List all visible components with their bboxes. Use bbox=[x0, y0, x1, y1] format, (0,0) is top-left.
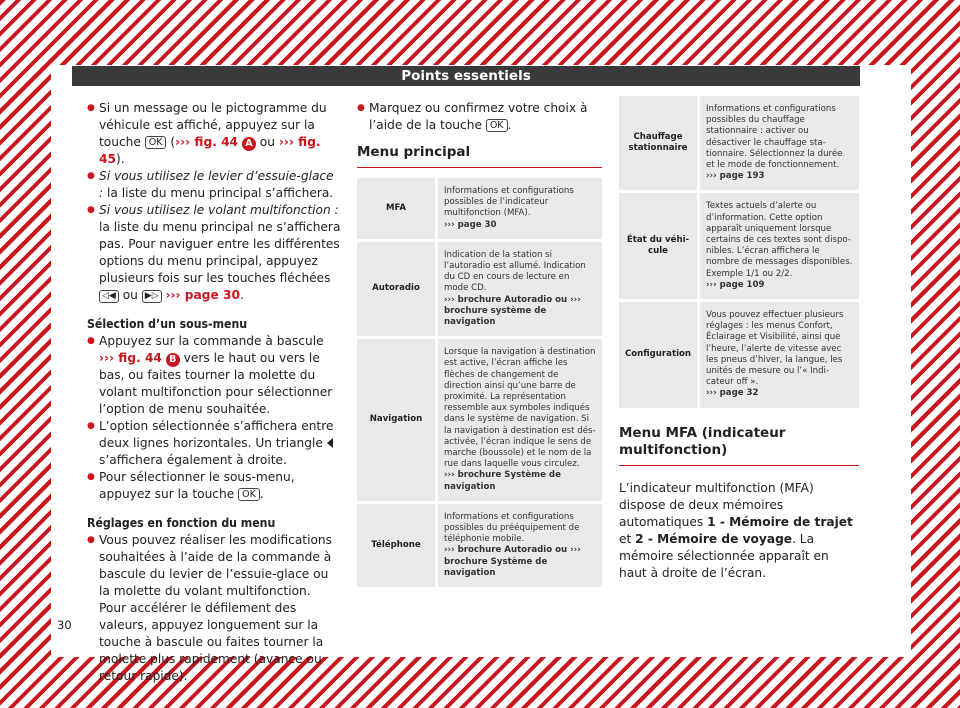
table-row bbox=[619, 302, 859, 411]
text: Marquez ou confirmez votre choix à l’aide de la touche bbox=[369, 101, 588, 132]
text: Appuyez sur la commande à bascule bbox=[99, 334, 324, 348]
mfa-paragraph bbox=[619, 480, 859, 582]
table-row bbox=[357, 242, 602, 339]
bullet-selection bbox=[87, 418, 341, 469]
main-menu-table-continued bbox=[619, 96, 859, 411]
text: ). bbox=[115, 152, 125, 166]
text: ( bbox=[170, 135, 176, 149]
text: ou bbox=[122, 288, 138, 302]
section-title-mfa: Menu MFA (indicateur multifonction) bbox=[619, 425, 859, 466]
row-text: Informations et configurations possibles de l’indicateur multifonction (MFA). bbox=[444, 186, 574, 219]
table-row bbox=[619, 193, 859, 302]
row-ref-link[interactable]: ››› page 193 bbox=[706, 171, 765, 182]
row-key: État du véhicule bbox=[619, 193, 700, 302]
ok-key-icon: OK bbox=[145, 136, 167, 149]
ok-key-icon: OK bbox=[238, 488, 260, 501]
row-value bbox=[438, 178, 602, 242]
bullet-message bbox=[87, 100, 341, 168]
table-row bbox=[357, 504, 602, 590]
page-number: 30 bbox=[57, 618, 72, 632]
row-key: Autoradio bbox=[357, 242, 438, 339]
bullet-select-submenu bbox=[87, 469, 341, 503]
page30-link[interactable]: ››› page 30 bbox=[165, 288, 240, 302]
text: et bbox=[619, 531, 632, 546]
row-value bbox=[438, 242, 602, 339]
row-value bbox=[700, 193, 859, 302]
bullet-steering bbox=[87, 202, 341, 304]
text: L’option sélectionnée s’affichera entre deux lignes horizontales. Un triangle bbox=[99, 419, 334, 450]
ok-key-icon: OK bbox=[486, 119, 508, 132]
triangle-left-icon bbox=[327, 438, 333, 448]
row-ref-link[interactable]: ››› page 30 bbox=[444, 219, 497, 230]
row-text: Informations et configurations possibles du chauffage stationnaire : activer ou désactiver le chauffage stationnaire. Sélectionnez la durée et le mode de fonctionnement. bbox=[706, 104, 843, 171]
subheading-submenu: Sélection d’un sous-menu bbox=[87, 317, 248, 331]
row-key: Configuration bbox=[619, 302, 700, 411]
text: la liste du menu principal s’affichera. bbox=[106, 186, 334, 200]
text: s’affichera également à droite. bbox=[99, 453, 287, 467]
text: ou bbox=[259, 135, 275, 149]
row-ref-link[interactable]: ››› page 32 bbox=[706, 388, 759, 399]
text: Pour sélectionner le sous-menu, appuyez sur la touche bbox=[99, 470, 295, 501]
row-key: Navigation bbox=[357, 339, 438, 504]
row-text: Textes actuels d’alerte ou d’information. Cette option apparaît uniquement lorsque certains de ces textes sont disponibles. L’écran affichera le nombre de messages disponibles. Exemple 1/1 ou 2/2. bbox=[706, 201, 853, 279]
row-text: Indication de la station si l’autoradio est allumé. Indication du CD en cours de lecture en mode CD. bbox=[444, 249, 586, 294]
row-ref-link[interactable]: ››› page 109 bbox=[706, 279, 765, 290]
text-italic: Si vous utilisez le levier d’essuie-glace : bbox=[99, 169, 334, 200]
row-ref-link[interactable]: ››› brochure Système de navigation bbox=[444, 470, 561, 492]
text: . bbox=[259, 487, 264, 501]
row-key: Téléphone bbox=[357, 504, 438, 590]
text: L’indicateur multifonction (MFA) dispose de deux mémoires automatiques bbox=[619, 480, 814, 529]
text: . La mémoire sélectionnée apparaît en haut à droite de l’écran. bbox=[619, 531, 829, 580]
table-row bbox=[357, 339, 602, 504]
column-middle bbox=[357, 100, 602, 590]
row-text: Vous pouvez effectuer plusieurs réglages : les menus Confort, Éclairage et Visibilité, ainsi que l’heure, l’alerte de vitesse avec les pneus d’hiver, la langue, les unités de mesure ou l’« Indicateur off ». bbox=[706, 310, 844, 388]
bullet-confirm bbox=[357, 100, 602, 134]
fig44-link[interactable]: ››› fig. 44 bbox=[99, 351, 162, 365]
row-text: Lorsque la navigation à destination est active, l’écran affiche les flèches de changement de direction ainsi qu’une barre de proximité. La représentation ressemble aux symboles indiqués dans le système de navigation. Si la navigation à destination est désactivée, l’écran indique le sens de marche (boussole) et le nom de la rue dans laquelle vous circulez. bbox=[444, 347, 596, 470]
text: . bbox=[239, 288, 244, 302]
row-value bbox=[700, 302, 859, 411]
arrow-left-key-icon: ◁◀ bbox=[99, 290, 119, 303]
subheading-settings: Réglages en fonction du menu bbox=[87, 516, 276, 530]
callout-a-icon: A bbox=[242, 137, 256, 151]
section-title-main-menu: Menu principal bbox=[357, 144, 602, 168]
text: . bbox=[507, 118, 512, 132]
main-menu-table bbox=[357, 178, 602, 590]
row-value bbox=[438, 339, 602, 504]
arrow-right-key-icon: ▶▷ bbox=[142, 290, 162, 303]
column-left bbox=[87, 100, 341, 685]
text: Si un message ou le pictogramme du véhicule est affiché, appuyez sur la touche bbox=[99, 101, 327, 149]
bullet-toggle bbox=[87, 333, 341, 418]
text-bold: 2 - Mémoire de voyage bbox=[635, 531, 793, 546]
callout-b-icon: B bbox=[166, 353, 180, 367]
row-key: Chauffage stationnaire bbox=[619, 96, 700, 193]
row-key: MFA bbox=[357, 178, 438, 242]
text: la liste du menu principal ne s’affichera pas. Pour naviguer entre les différentes options du menu principal, appuyez plusieurs fois sur les touches fléchées bbox=[99, 220, 341, 285]
table-row bbox=[619, 96, 859, 193]
column-right bbox=[619, 96, 859, 582]
fig45-link[interactable]: ››› fig. 45 bbox=[99, 135, 321, 166]
row-text: Informations et configurations possibles du prééquipement de téléphonie mobile. bbox=[444, 511, 580, 545]
row-value bbox=[438, 504, 602, 590]
row-ref-link[interactable]: ››› brochure Autoradio ou ››› brochure Système de navigation bbox=[444, 545, 581, 578]
fig44-link[interactable]: ››› fig. 44 bbox=[175, 135, 239, 149]
bullet-wiper bbox=[87, 168, 341, 202]
text-italic: Si vous utilisez le volant multifonction : bbox=[99, 203, 339, 217]
text-bold: 1 - Mémoire de trajet bbox=[707, 514, 853, 529]
table-row bbox=[357, 178, 602, 242]
row-value bbox=[700, 96, 859, 193]
page-header: Points essentiels bbox=[72, 66, 860, 86]
text: vers le haut ou vers le bas, ou faites tourner la molette du volant multifonction pour sélectionner l’option de menu souhaitée. bbox=[99, 351, 333, 416]
row-ref-link[interactable]: ››› brochure Autoradio ou ››› brochure système de navigation bbox=[444, 294, 581, 328]
bullet-modifications: ● Vous pouvez réaliser les modifications souhaitées à l’aide de la commande à bascule du levier de l’essuie-glace ou la molette du volant multifonction. Pour accélérer le défilement des valeurs, appuyez longuement sur la touche à bascule ou faites tourner la molette plus rapidement (avance ou retour rapide). bbox=[87, 532, 341, 685]
